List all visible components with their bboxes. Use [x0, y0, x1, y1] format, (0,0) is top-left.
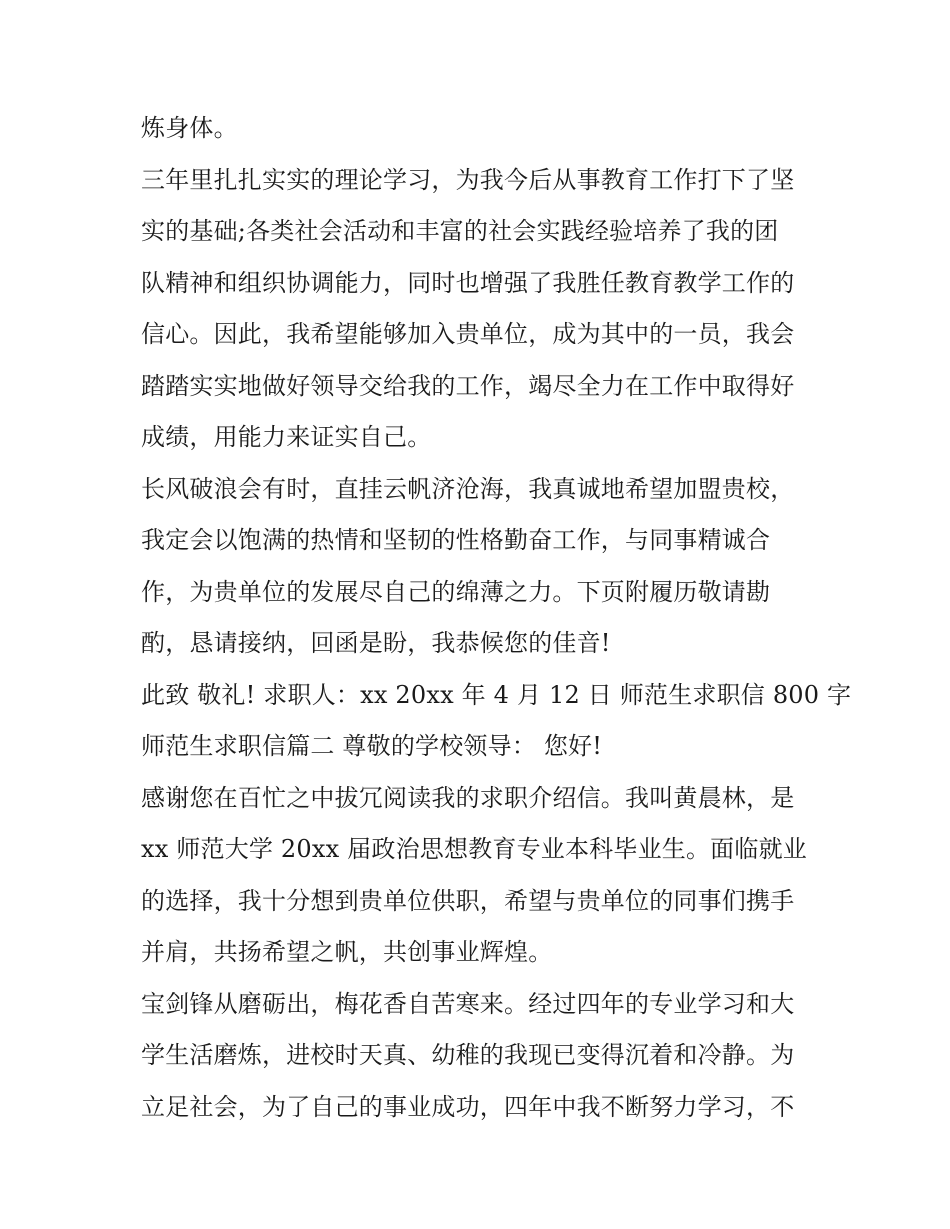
text-line: 我定会以饱满的热情和坚韧的性格勤奋工作，与同事精诚合 — [141, 526, 771, 554]
text-line: 感谢您在百忙之中拔冗阅读我的求职介绍信。我叫黄晨林，是 — [141, 783, 795, 812]
text-line: 并肩，共扬希望之帆，共创事业辉煌。 — [141, 938, 553, 966]
text-line: xx 师范大学 20xx 届政治思想教育专业本科毕业生。面临就业 — [141, 835, 807, 863]
text-line: 三年里扎扎实实的理论学习，为我今后从事教育工作打下了坚 — [141, 165, 795, 194]
text-line: 成绩，用能力来证实自己。 — [141, 423, 432, 451]
text-line: 立足社会，为了自己的事业成功，四年中我不断努力学习，不 — [141, 1092, 795, 1121]
text-line: 作，为贵单位的发展尽自己的绵薄之力。下页附履历敬请勘 — [141, 577, 771, 606]
text-line: 酌，恳请接纳，回函是盼，我恭候您的佳音! — [141, 629, 611, 657]
text-line: 宝剑锋从磨砺出，梅花香自苦寒来。经过四年的专业学习和大 — [141, 989, 795, 1018]
text-line: 师范生求职信篇二 尊敬的学校领导： 您好! — [141, 732, 603, 760]
text-line: 炼身体。 — [141, 114, 238, 142]
document-body — [141, 107, 852, 1137]
text-line: 踏踏实实地做好领导交给我的工作，竭尽全力在工作中取得好 — [141, 371, 795, 400]
text-line: 的选择，我十分想到贵单位供职，希望与贵单位的同事们携手 — [141, 886, 795, 915]
text-line: 队精神和组织协调能力，同时也增强了我胜任教育教学工作的 — [141, 268, 795, 297]
text-line: 长风破浪会有时，直挂云帆济沧海，我真诚地希望加盟贵校， — [141, 474, 795, 503]
text-line: 此致 敬礼! 求职人：xx 20xx 年 4 月 12 日 师范生求职信 800 字 — [141, 680, 852, 709]
text-line: 信心。因此，我希望能够加入贵单位，成为其中的一员，我会 — [141, 320, 795, 348]
text-line: 学生活磨炼，进校时天真、幼稚的我现已变得沉着和冷静。为 — [141, 1041, 795, 1069]
text-line: 实的基础;各类社会活动和丰富的社会实践经验培养了我的团 — [141, 217, 779, 245]
